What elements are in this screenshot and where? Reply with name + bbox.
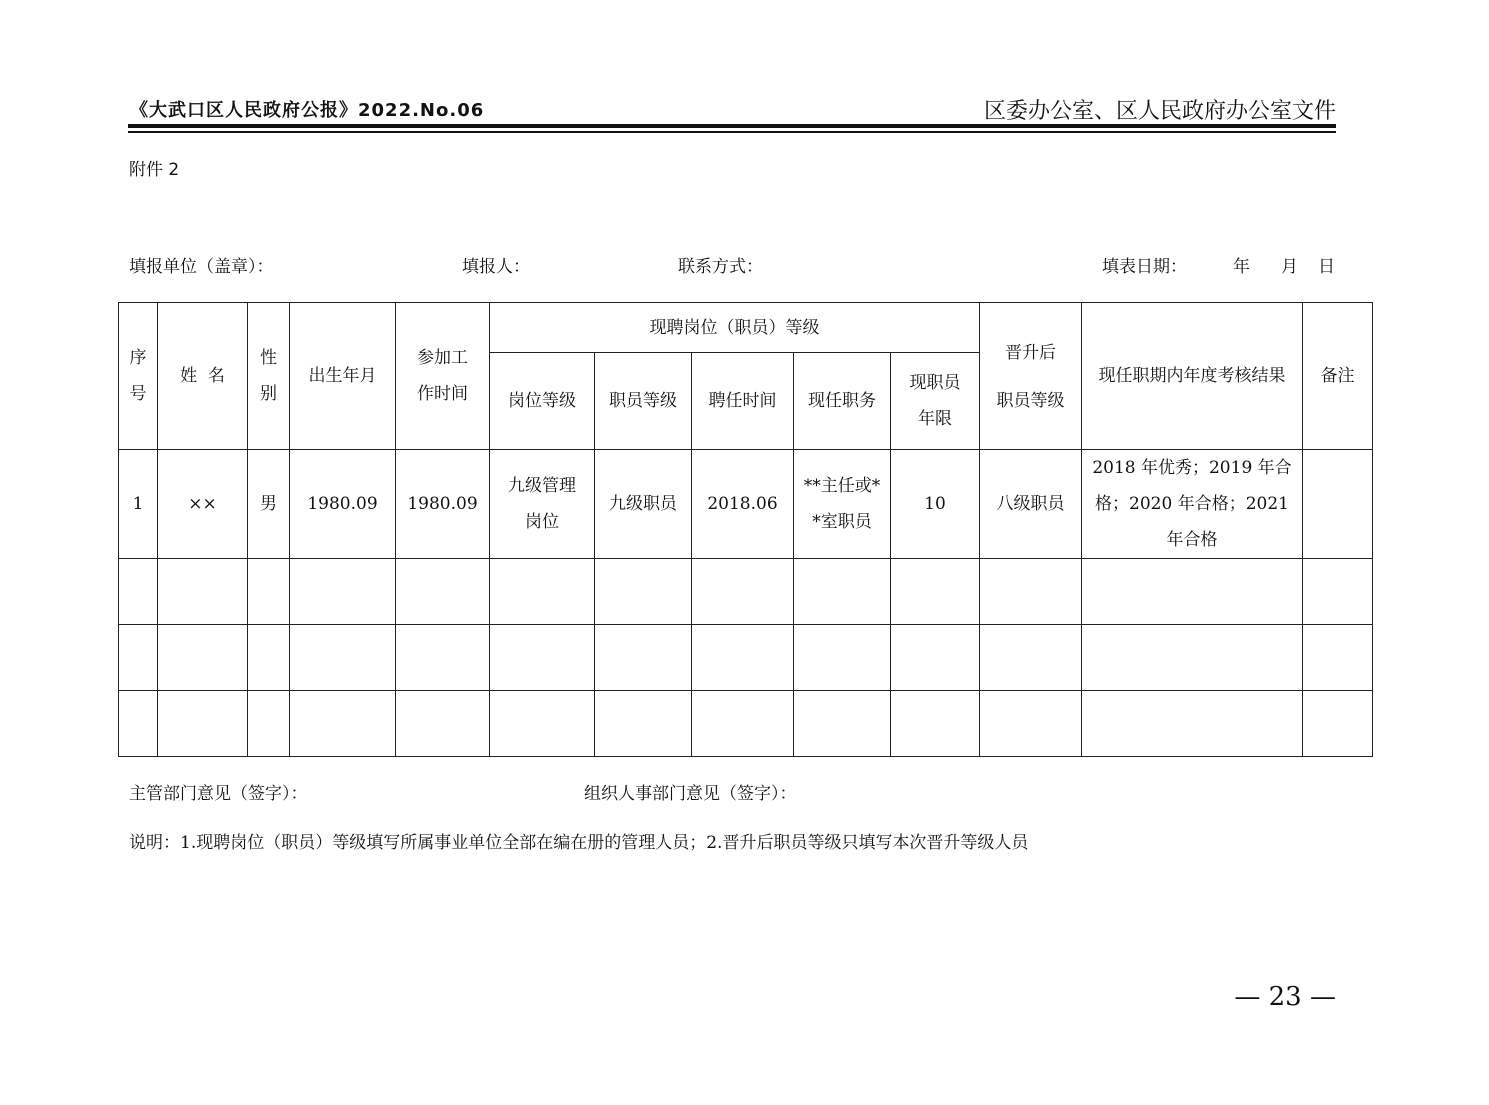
cell-years [891, 691, 980, 757]
attachment-label: 附件 2 [129, 160, 180, 180]
fill-filler-label: 填报人： [462, 257, 530, 277]
header-birth: 出生年月 [290, 303, 396, 450]
header-current-group: 现聘岗位（职员）等级 [490, 303, 980, 353]
fill-date-year: 年 [1233, 257, 1250, 277]
cell-post-level [490, 559, 595, 625]
page-number: — 23 — [1234, 982, 1336, 1012]
cell-staff-level [595, 625, 692, 691]
cell-promoted [980, 625, 1082, 691]
cell-current-duty [794, 691, 891, 757]
cell-hire-time [692, 559, 794, 625]
hr-opinion-label: 组织人事部门意见（签字）： [584, 784, 797, 804]
cell-birth [290, 559, 396, 625]
cell-birth: 1980.09 [290, 450, 396, 559]
explanation-note: 说明：1.现聘岗位（职员）等级填写所属事业单位全部在编在册的管理人员；2.晋升后职员等级只填写本次晋升等级人员 [129, 833, 1029, 853]
cell-promoted [980, 691, 1082, 757]
header-staff-level: 职员等级 [595, 353, 692, 450]
fill-date-month: 月 [1281, 257, 1298, 277]
cell-assessment: 2018 年优秀；2019 年合格；2020 年合格；2021 年合格 [1082, 450, 1303, 559]
cell-name: ×× [158, 450, 248, 559]
cell-name [158, 559, 248, 625]
table-row [119, 450, 1373, 559]
page-header-issuer: 区委办公室、区人民政府办公室文件 [983, 99, 1336, 124]
cell-current-duty: **主任或**室职员 [794, 450, 891, 559]
table-row [119, 691, 1373, 757]
dept-opinion-label: 主管部门意见（签字）： [129, 784, 308, 804]
header-seq: 序号 [119, 303, 158, 450]
header-name: 姓 名 [158, 303, 248, 450]
cell-remarks [1303, 691, 1373, 757]
cell-remarks [1303, 559, 1373, 625]
cell-years [891, 559, 980, 625]
header-rule-thin [128, 131, 1336, 133]
cell-promoted: 八级职员 [980, 450, 1082, 559]
cell-assessment [1082, 559, 1303, 625]
cell-post-level: 九级管理岗位 [490, 450, 595, 559]
cell-work-start [396, 559, 490, 625]
cell-remarks [1303, 625, 1373, 691]
cell-years [891, 625, 980, 691]
table-row [119, 559, 1373, 625]
header-years: 现职员年限 [891, 353, 980, 450]
header-promoted-line2: 职员等级 [996, 391, 1065, 411]
cell-seq [119, 559, 158, 625]
cell-staff-level [595, 691, 692, 757]
cell-birth [290, 625, 396, 691]
header-work-start: 参加工作时间 [396, 303, 490, 450]
cell-seq: 1 [119, 450, 158, 559]
cell-seq [119, 625, 158, 691]
page-header-title: 《大武口区人民政府公报》2022.No.06 [130, 100, 485, 121]
cell-hire-time [692, 691, 794, 757]
table-row [119, 625, 1373, 691]
fill-date-day: 日 [1318, 257, 1335, 277]
cell-post-level [490, 625, 595, 691]
header-promoted-line1: 晋升后 [1005, 343, 1056, 363]
cell-work-start [396, 691, 490, 757]
fill-contact-label: 联系方式： [678, 257, 763, 277]
header-current-duty: 现任职务 [794, 353, 891, 450]
cell-gender [248, 559, 290, 625]
cell-birth [290, 691, 396, 757]
header-post-level: 岗位等级 [490, 353, 595, 450]
cell-assessment [1082, 625, 1303, 691]
cell-hire-time: 2018.06 [692, 450, 794, 559]
cell-work-start: 1980.09 [396, 450, 490, 559]
cell-gender [248, 691, 290, 757]
fill-date-label: 填表日期： [1102, 257, 1187, 277]
cell-remarks [1303, 450, 1373, 559]
cell-gender: 男 [248, 450, 290, 559]
promotion-table [118, 302, 1373, 757]
header-remarks: 备注 [1303, 303, 1373, 450]
cell-staff-level: 九级职员 [595, 450, 692, 559]
header-hire-time: 聘任时间 [692, 353, 794, 450]
fill-unit-label: 填报单位（盖章）： [129, 257, 274, 277]
cell-hire-time [692, 625, 794, 691]
cell-name [158, 625, 248, 691]
cell-assessment [1082, 691, 1303, 757]
header-promoted [980, 303, 1082, 450]
cell-years: 10 [891, 450, 980, 559]
cell-seq [119, 691, 158, 757]
header-gender: 性别 [248, 303, 290, 450]
cell-work-start [396, 625, 490, 691]
cell-promoted [980, 559, 1082, 625]
cell-post-level [490, 691, 595, 757]
header-assessment: 现任职期内年度考核结果 [1082, 303, 1303, 450]
cell-gender [248, 625, 290, 691]
cell-current-duty [794, 559, 891, 625]
cell-name [158, 691, 248, 757]
cell-staff-level [595, 559, 692, 625]
header-rule-thick [128, 124, 1336, 128]
cell-current-duty [794, 625, 891, 691]
